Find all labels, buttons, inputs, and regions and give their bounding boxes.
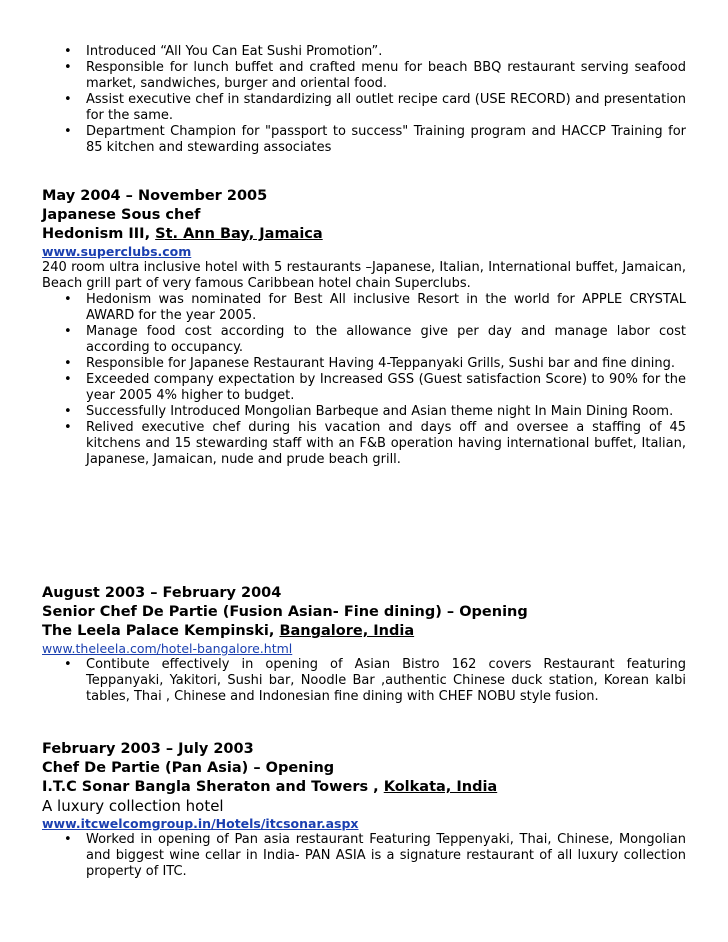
job-title: Japanese Sous chef (42, 207, 201, 223)
list-item: • Responsible for lunch buffet and crafted menu for beach BBQ restaurant serving seafood market, sandwiches, burger and oriental food. (42, 60, 686, 92)
job-dates: February 2003 – July 2003 (42, 741, 254, 757)
list-item: • Department Champion for "passport to success" Training program and HACCP Training for 85 kitchen and stewarding associates (42, 124, 686, 156)
job-hedonism (42, 187, 686, 468)
employer-name: The Leela Palace Kempinski, (42, 623, 280, 639)
job-description: 240 room ultra inclusive hotel with 5 restaurants –Japanese, Italian, International buffet, Jamaican, Beach grill part of very famous Caribbean hotel chain Superclubs. (42, 260, 686, 291)
job-employer (42, 778, 686, 797)
list-item: • Introduced “All You Can Eat Sushi Promotion”. (42, 44, 686, 60)
job-employer (42, 225, 686, 244)
list-item: • Hedonism was nominated for Best All inclusive Resort in the world for APPLE CRYSTAL AWARD for the year 2005. (42, 292, 686, 324)
employer-link[interactable]: www.theleela.com/hotel-bangalore.html (42, 641, 293, 656)
job-dates: May 2004 – November 2005 (42, 188, 268, 204)
list-item: • Manage food cost according to the allowance give per day and manage labor cost according to occupancy. (42, 324, 686, 356)
list-item: • Relived executive chef during his vacation and days off and oversee a staffing of 45 kitchens and 15 stewarding staff with an F&B operation having international buffet, Italian, Japanese, Jamaican, nude and prude beach grill. (42, 420, 686, 468)
employer-name: I.T.C Sonar Bangla Sheraton and Towers , (42, 779, 384, 795)
employer-link[interactable]: www.itcwelcomgroup.in/Hotels/itcsonar.aspx (42, 816, 359, 831)
job-itc-sonar (42, 740, 686, 880)
employer-name: Hedonism III, (42, 226, 156, 242)
list-item: • Responsible for Japanese Restaurant Having 4-Teppanyaki Grills, Sushi bar and fine dining. (42, 356, 686, 372)
job-leela (42, 584, 686, 705)
hotel-tagline: A luxury collection hotel (42, 797, 224, 815)
list-item: • Exceeded company expectation by Increased GSS (Guest satisfaction Score) to 90% for the year 2005 4% higher to budget. (42, 372, 686, 404)
job-bullet-list (42, 657, 686, 705)
employer-link[interactable]: www.superclubs.com (42, 244, 192, 259)
intro-bullet-list (42, 44, 686, 156)
employer-location: Kolkata, India (383, 779, 498, 795)
list-item: • Assist executive chef in standardizing all outlet recipe card (USE RECORD) and presentation for the same. (42, 92, 686, 124)
list-item: • Contibute effectively in opening of Asian Bistro 162 covers Restaurant featuring Teppanyaki, Yakitori, Sushi bar, Noodle Bar ,authentic Chinese duck station, Korean kalbi tables, Thai , Chinese and Indonesian fine dining with CHEF NOBU style fusion. (42, 657, 686, 705)
job-bullet-list (42, 832, 686, 880)
employer-location: St. Ann Bay, Jamaica (155, 226, 323, 242)
job-title: Chef De Partie (Pan Asia) – Opening (42, 760, 335, 776)
job-employer (42, 622, 686, 641)
job-dates: August 2003 – February 2004 (42, 585, 282, 601)
list-item: • Worked in opening of Pan asia restaurant Featuring Teppenyaki, Thai, Chinese, Mongolian and biggest wine cellar in India- PAN ASIA is a signature restaurant of all luxury collection property of ITC. (42, 832, 686, 880)
list-item: • Successfully Introduced Mongolian Barbeque and Asian theme night In Main Dining Room. (42, 404, 686, 420)
job-bullet-list (42, 292, 686, 468)
job-title: Senior Chef De Partie (Fusion Asian- Fine dining) – Opening (42, 604, 528, 620)
employer-location: Bangalore, India (279, 623, 415, 639)
